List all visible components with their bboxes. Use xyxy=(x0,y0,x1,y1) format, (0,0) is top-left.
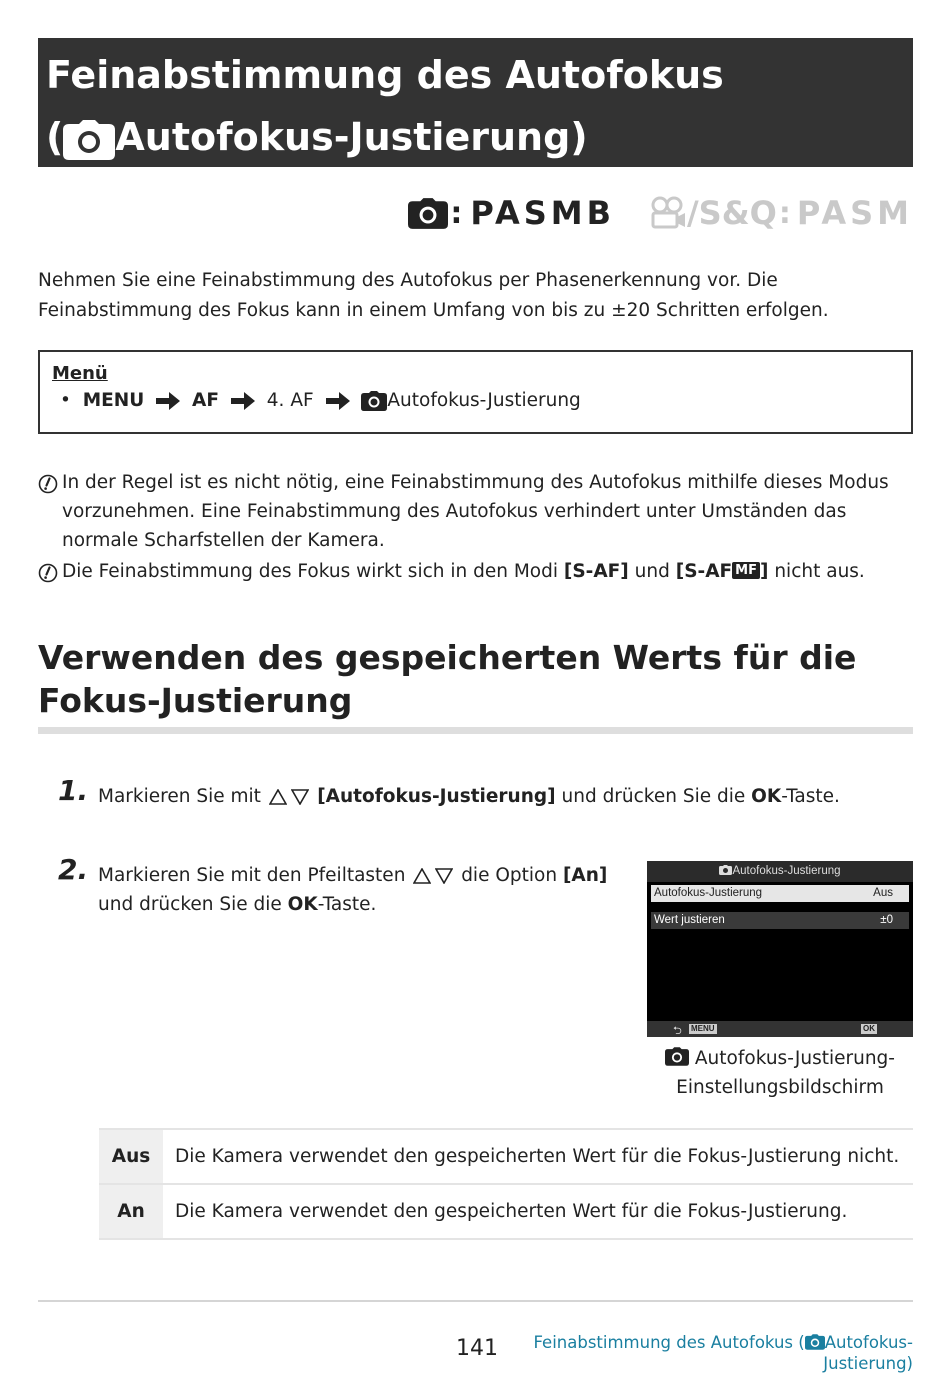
option-desc: Die Kamera verwendet den gespeicherten Wert für die Fokus-Justierung. xyxy=(163,1184,913,1239)
menu-step-4af: 4. AF xyxy=(266,390,314,411)
screen-footer xyxy=(647,1021,913,1037)
title-line-2 xyxy=(46,106,905,168)
step-part: Markieren Sie mit xyxy=(98,786,267,807)
table-row xyxy=(99,1184,913,1239)
step-part: -Taste. xyxy=(317,894,377,915)
section-heading: Verwenden des gespeicherten Werts für die Fokus-Justierung xyxy=(38,638,857,720)
camera-icon xyxy=(805,1334,825,1350)
title-line-1: Feinabstimmung des Autofokus xyxy=(46,53,724,97)
mode-slash: / xyxy=(686,194,699,232)
screen-row-adjust-value[interactable] xyxy=(651,912,909,929)
mode-saf-mf-close: ] xyxy=(759,561,769,582)
footer-link-part: Feinabstimmung des Autofokus ( xyxy=(533,1333,805,1352)
menu-step-af: AF xyxy=(192,390,219,411)
footer-link-part: Justierung) xyxy=(823,1354,913,1373)
row-label: Autofokus-Justierung xyxy=(654,887,763,899)
heading-underline xyxy=(38,727,913,734)
step-number: 2. xyxy=(58,853,89,886)
note-2-part: Die Feinabstimmung des Fokus wirkt sich in den Modi xyxy=(62,561,564,582)
footer-divider xyxy=(38,1300,913,1302)
video-colon: : xyxy=(778,195,791,231)
note-1-text: In der Regel ist es nicht nötig, eine Feinabstimmung des Autofokus mithilfe dieses Modus vorzunehmen. Eine Feinabstimmung des Autofokus verhindert unter Umständen das normale Scharfstellen der Kamera. xyxy=(62,472,889,551)
intro-text: Nehmen Sie eine Feinabstimmung des Autofokus per Phasenerkennung vor. Die Feinabstimmung des Fokus kann in einem Umfang von bis zu ±20 Schritten erfolgen. xyxy=(38,270,829,321)
options-table xyxy=(99,1128,913,1240)
option-desc: Die Kamera verwendet den gespeicherten Wert für die Fokus-Justierung nicht. xyxy=(163,1129,913,1184)
caution-icon xyxy=(38,563,58,583)
menu-key: MENU xyxy=(691,1024,715,1033)
caption-line-1: Autofokus-Justierung- xyxy=(694,1048,895,1069)
step-1-text xyxy=(98,782,840,811)
note-2 xyxy=(38,557,918,592)
menu-path-box xyxy=(38,350,913,434)
sq-mode: S&Q xyxy=(698,194,777,232)
notes xyxy=(38,468,918,594)
menu-path xyxy=(60,386,899,416)
camera-icon xyxy=(665,1047,689,1066)
note-2-part: und xyxy=(628,561,676,582)
footer-section-link[interactable] xyxy=(533,1332,913,1374)
table-row xyxy=(99,1129,913,1184)
title-paren: ( xyxy=(46,115,64,159)
arrow-down-icon xyxy=(435,868,453,884)
step-number: 1. xyxy=(58,774,89,807)
step-part: und drücken Sie die xyxy=(98,894,288,915)
arrow-right-icon xyxy=(231,392,255,410)
screen-header xyxy=(647,861,913,882)
mode-indicators xyxy=(408,192,913,234)
screen-row-af-adjust[interactable] xyxy=(651,885,909,902)
screen-caption xyxy=(647,1044,913,1102)
ok-key: OK xyxy=(751,786,782,807)
mode-saf: [S-AF] xyxy=(563,561,629,582)
screen-header-text: Autofokus-Justierung xyxy=(732,865,841,877)
caution-icon xyxy=(38,474,58,494)
menu-step-item: Autofokus-Justierung xyxy=(387,390,581,411)
ok-key: OK xyxy=(287,894,318,915)
mode-saf-mf: [S-AF xyxy=(675,561,733,582)
photo-colon: : xyxy=(450,195,463,231)
row-value: ±0 xyxy=(880,914,893,926)
camera-icon xyxy=(63,120,115,160)
option-key: Aus xyxy=(99,1129,163,1184)
photo-mode-icon xyxy=(408,198,448,229)
caption-line-2: Einstellungsbildschirm xyxy=(676,1077,884,1098)
step-part: die Option xyxy=(455,865,563,886)
option-key: An xyxy=(99,1184,163,1239)
movie-mode-icon xyxy=(649,196,687,230)
step-2-text xyxy=(98,861,638,919)
step-part: und drücken Sie die xyxy=(555,786,752,807)
footer-link-part: Autofokus- xyxy=(824,1333,913,1352)
row-value: Aus xyxy=(873,887,893,899)
page-title xyxy=(38,38,913,167)
step-part: Markieren Sie mit den Pfeiltasten xyxy=(98,865,412,886)
arrow-up-icon xyxy=(269,789,287,805)
title-text: Autofokus-Justierung) xyxy=(115,115,588,159)
arrow-down-icon xyxy=(291,789,309,805)
camera-icon xyxy=(719,865,732,875)
arrow-up-icon xyxy=(413,868,431,884)
note-2-text xyxy=(62,557,918,592)
mf-badge: MF xyxy=(732,562,760,579)
arrow-right-icon xyxy=(326,392,350,410)
bullet: • xyxy=(60,390,71,411)
arrow-right-icon xyxy=(156,392,180,410)
step-part: [An] xyxy=(562,865,608,886)
menu-step-menu: MENU xyxy=(82,390,145,411)
menu-title: Menü xyxy=(52,363,108,384)
back-icon: ⮌ xyxy=(673,1025,682,1037)
step-part: [Autofokus-Justierung] xyxy=(310,786,556,807)
step-part: -Taste. xyxy=(781,786,840,807)
camera-screen xyxy=(647,861,913,1037)
note-1 xyxy=(38,468,918,555)
camera-icon xyxy=(361,391,387,411)
video-modes: PASM xyxy=(796,194,913,232)
note-2-part: nicht aus. xyxy=(768,561,865,582)
page-number: 141 xyxy=(456,1336,498,1361)
row-label: Wert justieren xyxy=(654,914,725,926)
photo-modes: PASMB xyxy=(470,194,615,232)
ok-key: OK xyxy=(863,1024,875,1033)
